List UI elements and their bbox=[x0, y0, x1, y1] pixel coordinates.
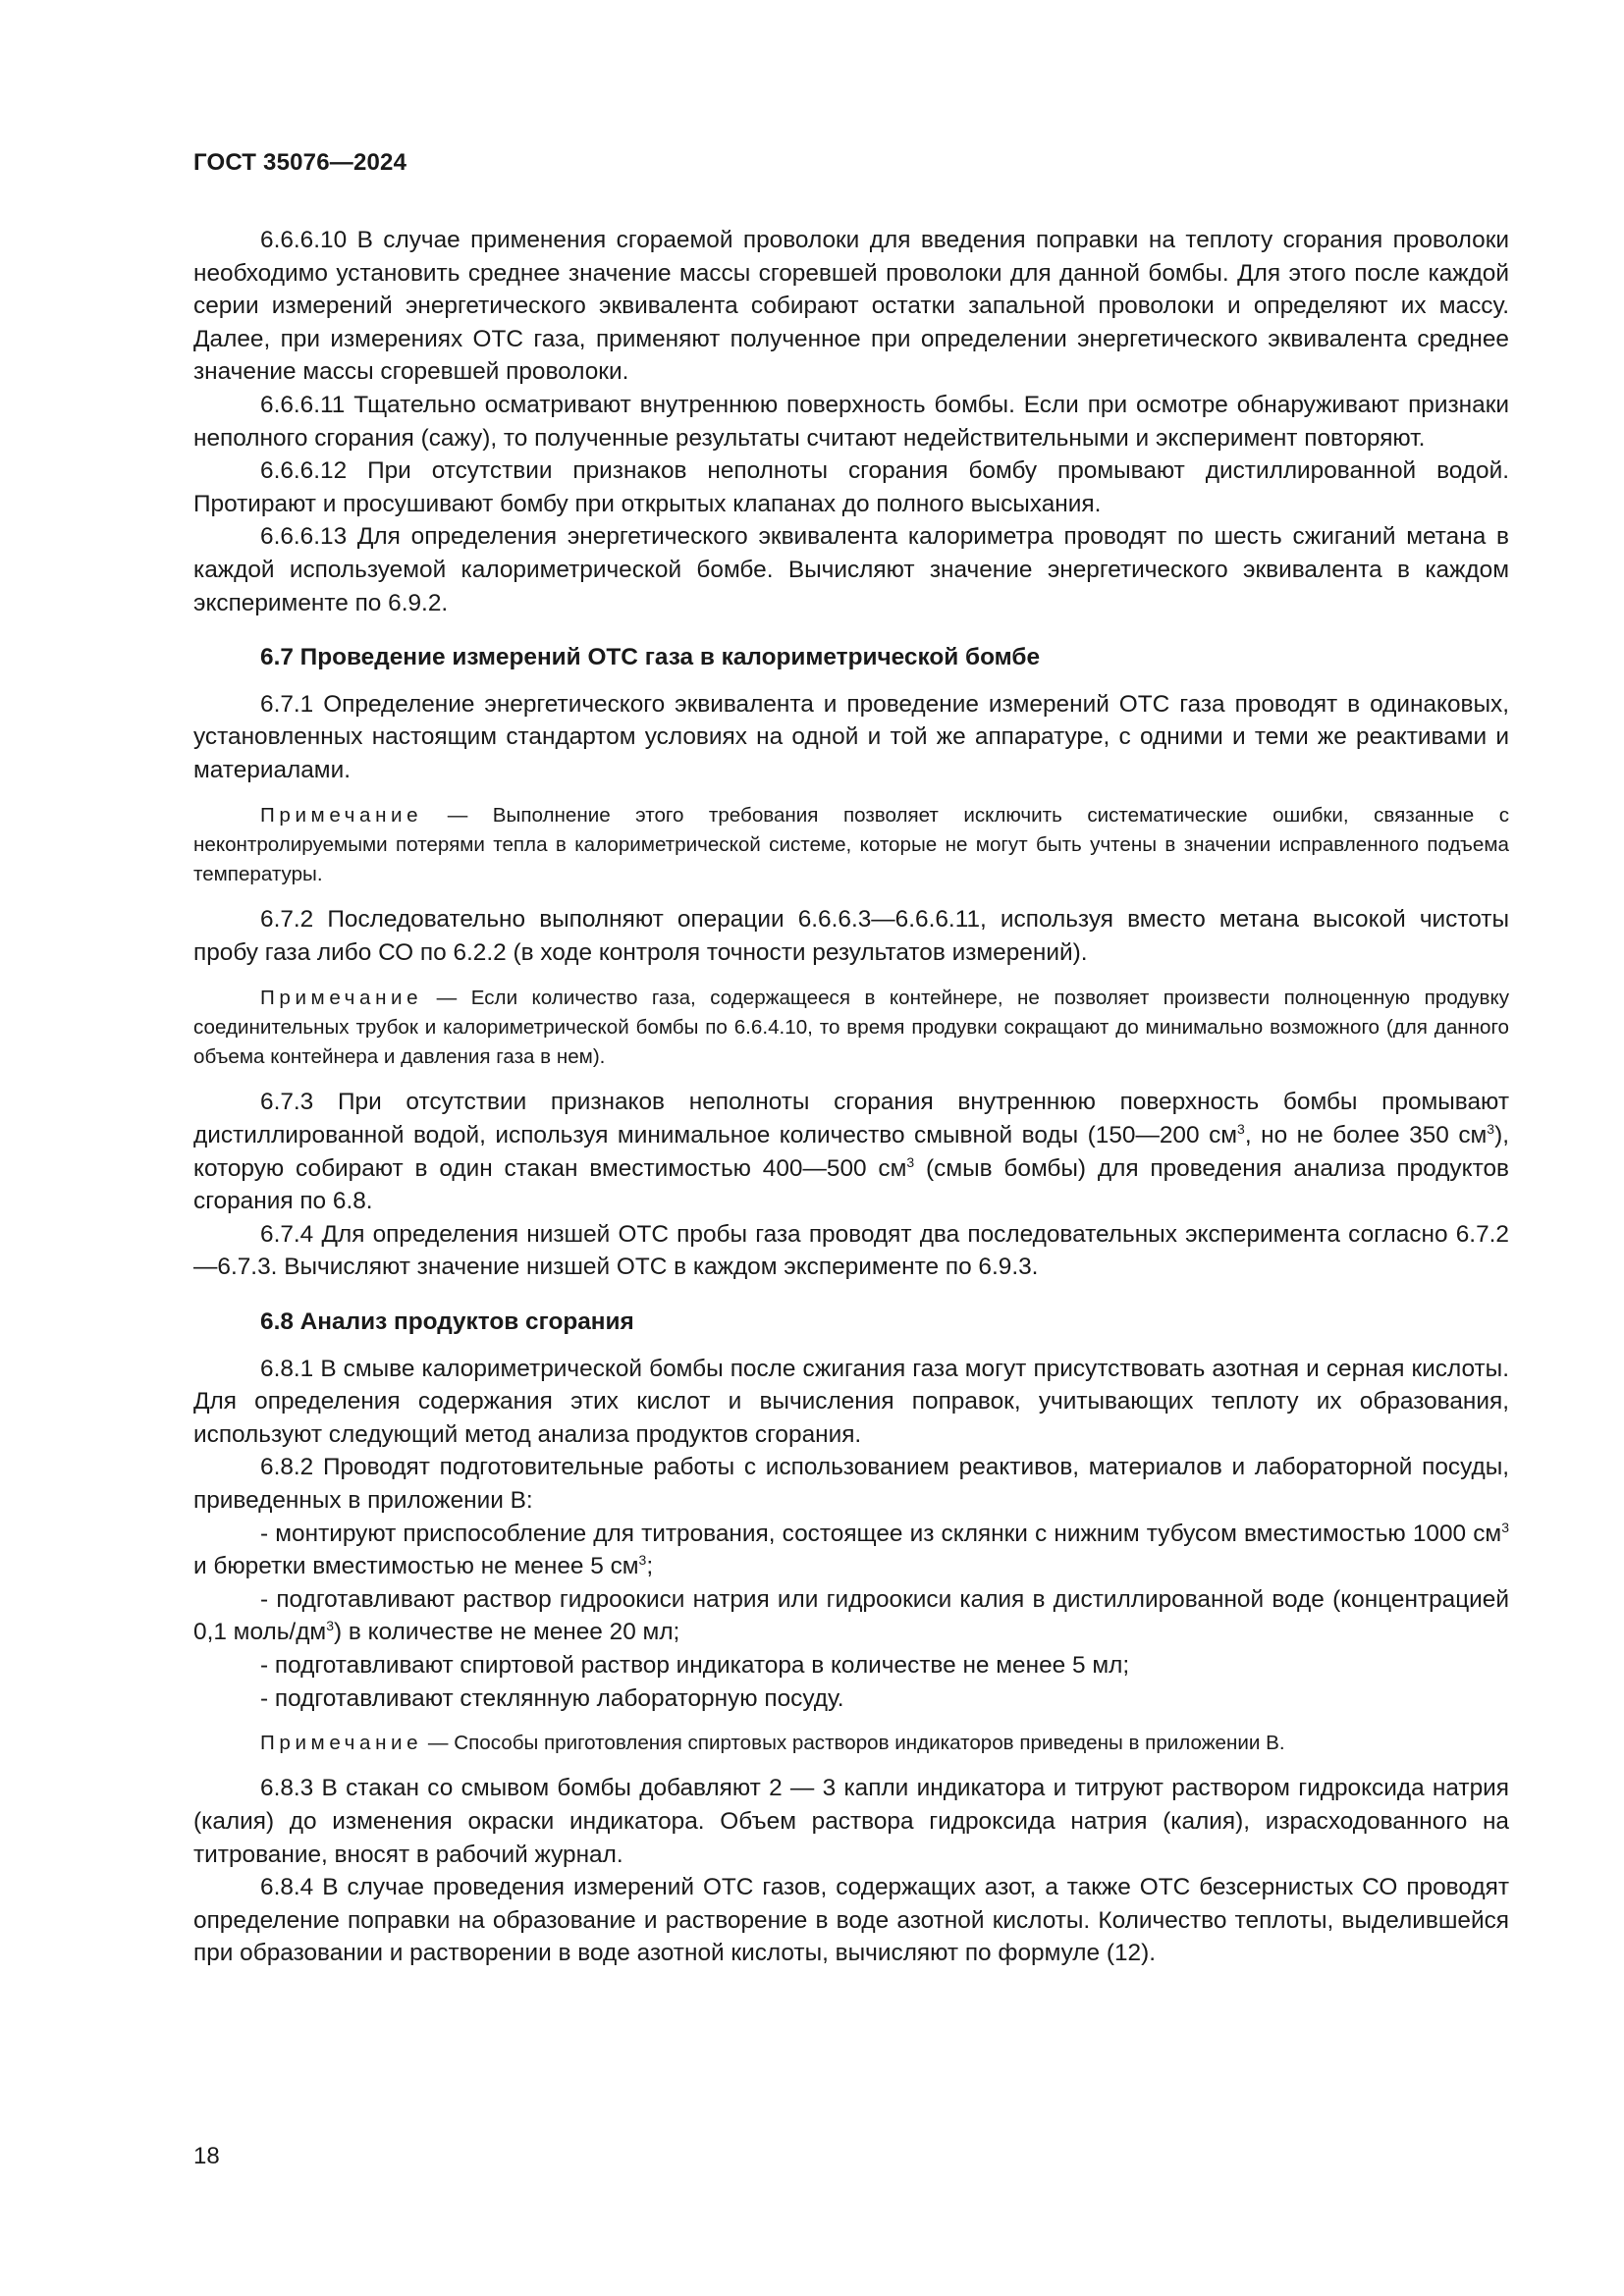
paragraph-6-7-3 bbox=[193, 1086, 1509, 1217]
note-1-text: — Выполнение этого требования позволяет исключить систематические ошибки, связанные с неконтролируемыми потерями тепла в калориметрической системе, которые не могут быть учтены в значении исправленного подъема температуры. bbox=[193, 803, 1509, 886]
page-number: 18 bbox=[193, 2143, 220, 2169]
list-item-hydroxide-solution bbox=[193, 1583, 1509, 1649]
paragraph-6-7-4: 6.7.4 Для определения низшей ОТС пробы газа проводят два последовательных эксперимента согласно 6.7.2—6.7.3. Вычисляют значение низшей ОТС в каждом эксперименте по 6.9.3. bbox=[193, 1220, 1509, 1281]
note-1 bbox=[193, 801, 1509, 890]
note-3 bbox=[193, 1729, 1509, 1758]
note-label: Примечание bbox=[260, 1732, 423, 1755]
paragraph-6-8-4: 6.8.4 В случае проведения измерений ОТС газов, содержащих азот, а также ОТС безсернистых СО проводят определение поправки на образование и растворение в воде азотной кислоты. Количество теплоты, выделившейся при образовании и растворении в воде азотной кислоты, вычисляют по формуле (12). bbox=[193, 1874, 1509, 1967]
note-2-text: — Если количество газа, содержащееся в контейнере, не позволяет произвести полноценную продувку соединительных трубок и калориметрической бомбы по 6.6.4.10, то время продувки сокращают до минимально возможного (для данного объема контейнера и давления газа в нем). bbox=[193, 986, 1509, 1069]
list-item-1-part-a: - монтируют приспособление для титрования, состоящее из склянки с нижним тубусом вместимостью 1000 см bbox=[260, 1520, 1502, 1547]
paragraph-6-7-3-part-a: 6.7.3 При отсутствии признаков неполноты сгорания внутреннюю поверхность бомбы промывают дистиллированной водой, используя минимальное количество смывной воды (150—200 см bbox=[193, 1089, 1509, 1149]
paragraph-6-7-1: 6.7.1 Определение энергетического эквивалента и проведение измерений ОТС газа проводят в одинаковых, установленных настоящим стандартом условиях на одной и той же аппаратуре, с одними и теми же реактивами и материалами. bbox=[193, 690, 1509, 783]
list-item-titration-setup bbox=[193, 1518, 1509, 1583]
section-heading-6-7: 6.7 Проведение измерений ОТС газа в калориметрической бомбе bbox=[260, 644, 1041, 671]
superscript-3: 3 bbox=[1501, 1519, 1509, 1535]
note-2 bbox=[193, 984, 1509, 1073]
list-item-1-part-c: ; bbox=[646, 1553, 654, 1580]
note-3-text: — Способы приготовления спиртовых растворов индикаторов приведены в приложении В. bbox=[422, 1732, 1285, 1755]
paragraph-6-7-3-part-d: (смыв бомбы) для проведения анализа продуктов сгорания по 6.8. bbox=[193, 1154, 1509, 1215]
list-item-glassware: - подготавливают стеклянную лабораторную посуду. bbox=[260, 1684, 844, 1712]
note-label: Примечание bbox=[260, 803, 423, 827]
list-item-1-part-b: и бюретки вместимостью не менее 5 см bbox=[193, 1553, 639, 1580]
paragraph-6-6-6-11: 6.6.6.11 Тщательно осматривают внутреннюю поверхность бомбы. Если при осмотре обнаруживают признаки неполного сгорания (сажу), то полученные результаты считают недействительными и эксперимент повторяют. bbox=[193, 391, 1509, 452]
note-label: Примечание bbox=[260, 986, 423, 1009]
paragraph-6-8-3: 6.8.3 В стакан со смывом бомбы добавляют 2 — 3 капли индикатора и титруют раствором гидроксида натрия (калия) до изменения окраски индикатора. Объем раствора гидроксида натрия (калия), израсходованного на титрование, вносят в рабочий журнал. bbox=[193, 1775, 1509, 1868]
paragraph-6-6-6-12: 6.6.6.12 При отсутствии признаков неполноты сгорания бомбу промывают дистиллированной водой. Протирают и просушивают бомбу при открытых клапанах до полного высыхания. bbox=[193, 457, 1509, 517]
paragraph-6-7-3-part-b: , но не более 350 см bbox=[1244, 1122, 1488, 1149]
paragraph-6-8-2: 6.8.2 Проводят подготовительные работы с использованием реактивов, материалов и лабораторной посуды, приведенных в приложении В: bbox=[193, 1454, 1509, 1514]
section-heading-6-8: 6.8 Анализ продуктов сгорания bbox=[260, 1308, 634, 1336]
document-code-header: ГОСТ 35076—2024 bbox=[193, 149, 407, 176]
superscript-3: 3 bbox=[638, 1552, 647, 1569]
paragraph-6-8-1: 6.8.1 В смыве калориметрической бомбы после сжигания газа могут присутствовать азотная и серная кислоты. Для определения содержания этих кислот и вычисления поправок, учитывающих теплоту их образования, используют следующий метод анализа продуктов сгорания. bbox=[193, 1355, 1509, 1448]
list-item-indicator-solution: - подготавливают спиртовой раствор индикатора в количестве не менее 5 мл; bbox=[260, 1651, 1130, 1679]
superscript-3: 3 bbox=[1487, 1120, 1495, 1137]
superscript-3: 3 bbox=[906, 1153, 915, 1170]
paragraph-6-6-6-13: 6.6.6.13 Для определения энергетического эквивалента калориметра проводят по шесть сжиганий метана в каждой используемой калориметрической бомбе. Вычисляют значение энергетического эквивалента в каждом эксперименте по 6.9.2. bbox=[193, 523, 1509, 616]
paragraph-6-7-2: 6.7.2 Последовательно выполняют операции 6.6.6.3—6.6.6.11, используя вместо метана высокой чистоты пробу газа либо СО по 6.2.2 (в ходе контроля точности результатов измерений). bbox=[193, 906, 1509, 966]
paragraph-6-6-6-10: 6.6.6.10 В случае применения сгораемой проволоки для введения поправки на теплоту сгорания проволоки необходимо установить среднее значение массы сгоревшей проволоки для данной бомбы. Для этого после каждой серии измерений энергетического эквивалента собирают остатки запальной проволоки и определяют их массу. Далее, при измерениях ОТС газа, применяют полученное при определении энергетического эквивалента среднее значение массы сгоревшей проволоки. bbox=[193, 227, 1509, 386]
paragraph-6-7-3-part-c: ), которую собирают в один стакан вместимостью 400—500 см bbox=[193, 1122, 1509, 1182]
list-item-2-part-b: ) в количестве не менее 20 мл; bbox=[334, 1619, 680, 1646]
superscript-3: 3 bbox=[1237, 1120, 1245, 1137]
list-item-2-part-a: - подготавливают раствор гидроокиси натрия или гидроокиси калия в дистиллированной воде (концентрацией 0,1 моль/дм bbox=[193, 1585, 1509, 1646]
superscript-3: 3 bbox=[326, 1618, 334, 1634]
document-body bbox=[193, 224, 1509, 1970]
